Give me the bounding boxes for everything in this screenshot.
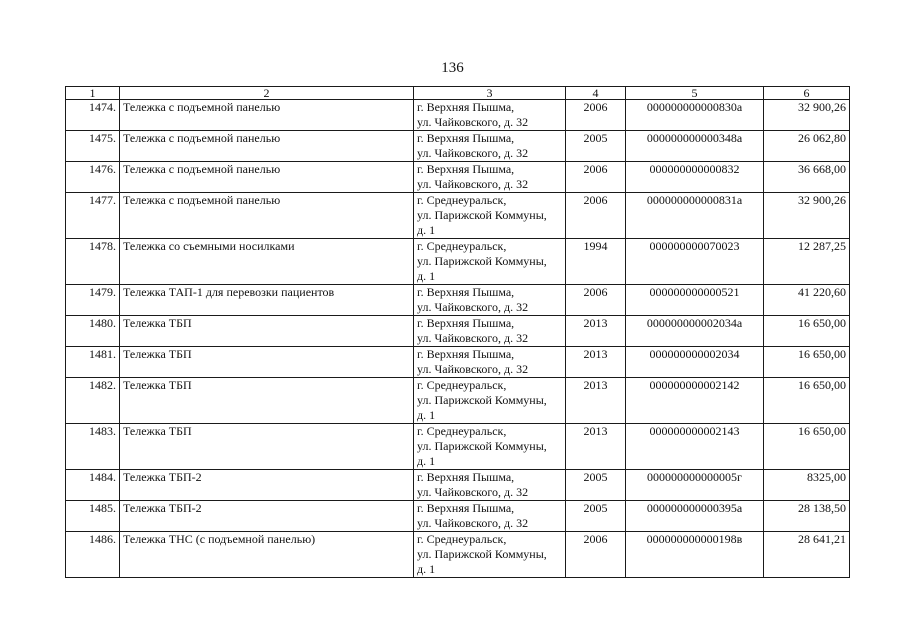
inventory-number-cell: 000000000000348а	[626, 131, 764, 162]
address-cell: г. Среднеуральск, ул. Парижской Коммуны, д. 1	[414, 378, 566, 424]
item-name-cell: Тележка со съемными носилками	[120, 239, 414, 285]
cost-cell: 36 668,00	[764, 162, 850, 193]
year-cell: 2013	[566, 378, 626, 424]
inventory-number-cell: 000000000000005г	[626, 470, 764, 501]
year-cell: 2006	[566, 285, 626, 316]
column-header: 6	[764, 87, 850, 100]
column-header: 3	[414, 87, 566, 100]
table-row	[66, 347, 850, 378]
item-name-cell: Тележка с подъемной панелью	[120, 193, 414, 239]
cost-cell: 16 650,00	[764, 316, 850, 347]
inventory-number-cell: 000000000002034а	[626, 316, 764, 347]
row-number-cell: 1486.	[66, 532, 120, 578]
column-header: 1	[66, 87, 120, 100]
address-cell: г. Верхняя Пышма, ул. Чайковского, д. 32	[414, 100, 566, 131]
item-name-cell: Тележка ТБП	[120, 378, 414, 424]
column-header: 2	[120, 87, 414, 100]
header-row	[66, 87, 850, 100]
address-cell: г. Верхняя Пышма, ул. Чайковского, д. 32	[414, 470, 566, 501]
page-number: 136	[441, 60, 464, 76]
row-number-cell: 1477.	[66, 193, 120, 239]
inventory-number-cell: 000000000070023	[626, 239, 764, 285]
inventory-number-cell: 000000000002034	[626, 347, 764, 378]
table-row	[66, 316, 850, 347]
table-row	[66, 131, 850, 162]
address-cell: г. Среднеуральск, ул. Парижской Коммуны, д. 1	[414, 239, 566, 285]
row-number-cell: 1481.	[66, 347, 120, 378]
row-number-cell: 1476.	[66, 162, 120, 193]
cost-cell: 16 650,00	[764, 424, 850, 470]
address-cell: г. Верхняя Пышма, ул. Чайковского, д. 32	[414, 131, 566, 162]
item-name-cell: Тележка ТБП	[120, 316, 414, 347]
cost-cell: 32 900,26	[764, 193, 850, 239]
row-number-cell: 1485.	[66, 501, 120, 532]
item-name-cell: Тележка ТАП-1 для перевозки пациентов	[120, 285, 414, 316]
item-name-cell: Тележка с подъемной панелью	[120, 131, 414, 162]
table-row	[66, 285, 850, 316]
table-row	[66, 532, 850, 578]
inventory-number-cell: 000000000000832	[626, 162, 764, 193]
cost-cell: 28 138,50	[764, 501, 850, 532]
year-cell: 2005	[566, 501, 626, 532]
table-row	[66, 239, 850, 285]
cost-cell: 26 062,80	[764, 131, 850, 162]
cost-cell: 28 641,21	[764, 532, 850, 578]
address-cell: г. Верхняя Пышма, ул. Чайковского, д. 32	[414, 162, 566, 193]
cost-cell: 8325,00	[764, 470, 850, 501]
address-cell: г. Верхняя Пышма, ул. Чайковского, д. 32	[414, 316, 566, 347]
year-cell: 2005	[566, 131, 626, 162]
row-number-cell: 1479.	[66, 285, 120, 316]
table-row	[66, 378, 850, 424]
row-number-cell: 1478.	[66, 239, 120, 285]
item-name-cell: Тележка ТБП-2	[120, 501, 414, 532]
table-row	[66, 193, 850, 239]
row-number-cell: 1475.	[66, 131, 120, 162]
table-row	[66, 501, 850, 532]
table-row	[66, 162, 850, 193]
item-name-cell: Тележка ТБП	[120, 347, 414, 378]
cost-cell: 16 650,00	[764, 378, 850, 424]
row-number-cell: 1480.	[66, 316, 120, 347]
item-name-cell: Тележка ТБП	[120, 424, 414, 470]
item-name-cell: Тележка с подъемной панелью	[120, 100, 414, 131]
inventory-number-cell: 000000000000521	[626, 285, 764, 316]
year-cell: 2013	[566, 316, 626, 347]
registry-table	[65, 86, 850, 578]
address-cell: г. Среднеуральск, ул. Парижской Коммуны, д. 1	[414, 193, 566, 239]
inventory-number-cell: 000000000000198в	[626, 532, 764, 578]
inventory-number-cell: 000000000000830а	[626, 100, 764, 131]
table-row	[66, 424, 850, 470]
address-cell: г. Среднеуральск, ул. Парижской Коммуны, д. 1	[414, 532, 566, 578]
year-cell: 2006	[566, 100, 626, 131]
cost-cell: 32 900,26	[764, 100, 850, 131]
table-row	[66, 100, 850, 131]
year-cell: 2013	[566, 424, 626, 470]
year-cell: 2006	[566, 532, 626, 578]
address-cell: г. Верхняя Пышма, ул. Чайковского, д. 32	[414, 347, 566, 378]
year-cell: 2013	[566, 347, 626, 378]
inventory-number-cell: 000000000000831а	[626, 193, 764, 239]
inventory-number-cell: 000000000002142	[626, 378, 764, 424]
inventory-number-cell: 000000000002143	[626, 424, 764, 470]
address-cell: г. Верхняя Пышма, ул. Чайковского, д. 32	[414, 501, 566, 532]
cost-cell: 16 650,00	[764, 347, 850, 378]
item-name-cell: Тележка с подъемной панелью	[120, 162, 414, 193]
item-name-cell: Тележка ТНС (с подъемной панелью)	[120, 532, 414, 578]
inventory-number-cell: 000000000000395а	[626, 501, 764, 532]
row-number-cell: 1474.	[66, 100, 120, 131]
column-header: 5	[626, 87, 764, 100]
row-number-cell: 1484.	[66, 470, 120, 501]
column-header: 4	[566, 87, 626, 100]
row-number-cell: 1482.	[66, 378, 120, 424]
table-row	[66, 470, 850, 501]
year-cell: 1994	[566, 239, 626, 285]
row-number-cell: 1483.	[66, 424, 120, 470]
address-cell: г. Среднеуральск, ул. Парижской Коммуны, д. 1	[414, 424, 566, 470]
cost-cell: 41 220,60	[764, 285, 850, 316]
year-cell: 2006	[566, 162, 626, 193]
item-name-cell: Тележка ТБП-2	[120, 470, 414, 501]
year-cell: 2005	[566, 470, 626, 501]
address-cell: г. Верхняя Пышма, ул. Чайковского, д. 32	[414, 285, 566, 316]
year-cell: 2006	[566, 193, 626, 239]
cost-cell: 12 287,25	[764, 239, 850, 285]
